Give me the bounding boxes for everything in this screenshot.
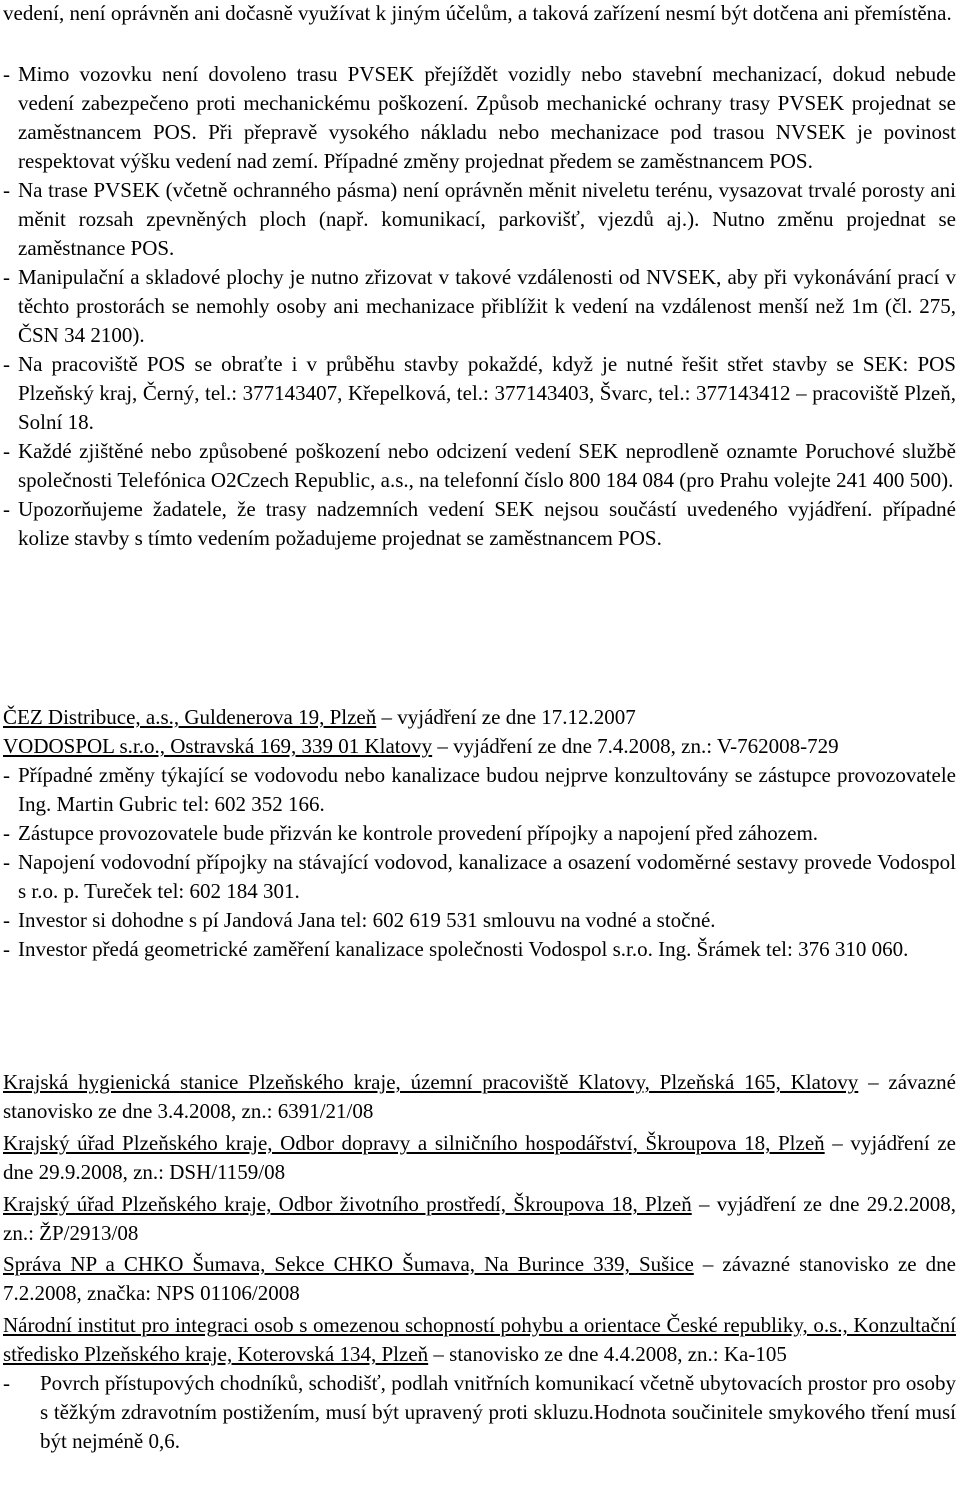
organization-name: Krajský úřad Plzeňského kraje, Odbor dopravy a silničního hospodářství, Škroupova 18, Plzeň xyxy=(3,1131,825,1155)
list-item-text: Investor předá geometrické zaměření kanalizace společnosti Vodospol s.r.o. Ing. Šrámek tel: 376 310 060. xyxy=(18,937,909,961)
organization-name: Krajská hygienická stanice Plzeňského kraje, územní pracoviště Klatovy, Plzeňská 165, Klatovy xyxy=(3,1070,859,1094)
nipi-section xyxy=(3,1311,956,1456)
paragraph-continuation xyxy=(3,0,956,28)
khs-heading xyxy=(3,1068,956,1126)
statement-reference: – závazné stanovisko ze dne 3.4.2008, zn.: 6391/21/08 xyxy=(3,1070,956,1123)
section-heading xyxy=(3,1129,956,1187)
list-item xyxy=(3,60,956,176)
list-item-text: Investor si dohodne s pí Jandová Jana tel: 602 619 531 smlouvu na vodné a stočné. xyxy=(18,908,716,932)
vodospol-section xyxy=(3,732,956,964)
list-item-text: Mimo vozovku není dovoleno trasu PVSEK přejíždět vozidly nebo stavební mechanizací, dokud nebude vedení zabezpečeno proti mechanickému poškození. Způsob mechanické ochrany trasy PVSEK projednat se zaměstnancem POS. Při přepravě vysokého nákladu nebo mechanizace pod trasou NVSEK je povinost respektovat výšku vedení nad zemí. Případné změny projednat předem se zaměstnancem POS. xyxy=(18,62,956,173)
pvsek-conditions-list xyxy=(3,60,956,553)
list-item xyxy=(3,263,956,350)
statement-reference: – vyjádření ze dne 29.2.2008, zn.: ŽP/2913/08 xyxy=(3,1192,956,1245)
organization-name: Krajský úřad Plzeňského kraje, Odbor životního prostředí, Škroupova 18, Plzeň xyxy=(3,1192,692,1216)
statement-reference: – vyjádření ze dne 29.9.2008, zn.: DSH/1159/08 xyxy=(3,1131,956,1184)
list-item xyxy=(3,437,956,495)
list-dash: - xyxy=(3,178,10,202)
section-heading xyxy=(3,1250,956,1308)
list-item xyxy=(3,819,956,848)
list-dash: - xyxy=(3,763,10,787)
ku-doprava-heading xyxy=(3,1129,956,1187)
list-item xyxy=(3,495,956,553)
list-item-text: Upozorňujeme žadatele, že trasy nadzemních vedení SEK nejsou součástí uvedeného vyjádření. případné kolize stavby s tímto vedením požadujeme projednat se zaměstnancem POS. xyxy=(18,497,956,550)
list-item-text: Na pracoviště POS se obraťte i v průběhu stavby pokaždé, když je nutné řešit střet stavby se SEK: POS Plzeňský kraj, Černý, tel.: 377143407, Křepelková, tel.: 377143403, Švarc, tel.: 377143412 – pracoviště Plzeň, Solní 18. xyxy=(18,352,956,434)
list-item-text: Povrch přístupových chodníků, schodišť, podlah vnitřních komunikací včetně ubytovacích prostor pro osoby s těžkým zdravotním postižením, musí být upravený proti skluzu.Hodnota součinitele smykového tření musí být nejméně 0,6. xyxy=(40,1371,956,1453)
list-item xyxy=(3,176,956,263)
paragraph-text: vedení, není oprávněn ani dočasně využívat k jiným účelům, a taková zařízení nesmí být dotčena ani přemístěna. xyxy=(3,1,952,25)
list-dash: - xyxy=(3,439,10,463)
organization-name: Národní institut pro integraci osob s omezenou schopností pohybu a orientace České republiky, o.s., Konzultační středisko Plzeňského kraje, Koterovská 134, Plzeň xyxy=(3,1313,956,1366)
ku-zp-heading xyxy=(3,1190,956,1248)
statement-reference: – stanovisko ze dne 4.4.2008, zn.: Ka-105 xyxy=(428,1342,787,1366)
section-heading xyxy=(3,732,956,761)
cez-heading xyxy=(3,703,956,732)
organization-name: VODOSPOL s.r.o., Ostravská 169, 339 01 Klatovy xyxy=(3,734,433,758)
list-dash: - xyxy=(3,937,10,961)
list-item-text: Každé zjištěné nebo způsobené poškození nebo odcizení vedení SEK neprodleně oznamte Poruchové službě společnosti Telefónica O2Czech Republic, a.s., na telefonní číslo 800 184 084 (pro Prahu volejte 241 400 500). xyxy=(18,439,956,492)
organization-name: Správa NP a CHKO Šumava, Sekce CHKO Šumava, Na Burince 339, Sušice xyxy=(3,1252,694,1276)
list-dash: - xyxy=(3,850,10,874)
organization-name: ČEZ Distribuce, a.s., Guldenerova 19, Plzeň xyxy=(3,705,377,729)
list-item-text: Případné změny týkající se vodovodu nebo kanalizace budou nejprve konzultovány se zástupce provozovatele Ing. Martin Gubric tel: 602 352 166. xyxy=(18,763,956,816)
list-item-text: Manipulační a skladové plochy je nutno zřizovat v takové vzdálenosti od NVSEK, aby při vykonávání prací v těchto prostorách se nemohly osoby ani mechanizace přiblížit k vedení na vzdálenost menší než 1m (čl. 275, ČSN 34 2100). xyxy=(18,265,956,347)
list-dash: - xyxy=(3,908,10,932)
list-dash: - xyxy=(3,352,10,376)
list-item-text: Napojení vodovodní přípojky na stávající vodovod, kanalizace a osazení vodoměrné sestavy provede Vodospol s r.o. p. Tureček tel: 602 184 301. xyxy=(18,850,956,903)
list-item xyxy=(3,1369,956,1456)
statement-reference: – vyjádření ze dne 17.12.2007 xyxy=(376,705,636,729)
list-item-text: Zástupce provozovatele bude přizván ke kontrole provedení přípojky a napojení před záhozem. xyxy=(18,821,819,845)
list-item xyxy=(3,906,956,935)
list-item xyxy=(3,761,956,819)
list-dash: - xyxy=(3,265,10,289)
section-heading xyxy=(3,703,956,732)
list-item xyxy=(3,350,956,437)
list-item-text: Na trase PVSEK (včetně ochranného pásma) není oprávněn měnit niveletu terénu, vysazovat trvalé porosty ani měnit rozsah zpevněných ploch (např. komunikací, parkovišť, vjezdů aj.). Nutno změnu projednat se zaměstnance POS. xyxy=(18,178,956,260)
statement-reference: – vyjádření ze dne 7.4.2008, zn.: V-762008-729 xyxy=(432,734,839,758)
list-item xyxy=(3,935,956,964)
section-heading xyxy=(3,1311,956,1369)
list-dash: - xyxy=(3,821,10,845)
list-item xyxy=(3,848,956,906)
np-chko-heading xyxy=(3,1250,956,1308)
list-dash: - xyxy=(3,1371,10,1395)
statement-reference: – závazné stanovisko ze dne 7.2.2008, značka: NPS 01106/2008 xyxy=(3,1252,956,1305)
list-dash: - xyxy=(3,497,10,521)
list-dash: - xyxy=(3,62,10,86)
section-heading xyxy=(3,1068,956,1126)
section-heading xyxy=(3,1190,956,1248)
